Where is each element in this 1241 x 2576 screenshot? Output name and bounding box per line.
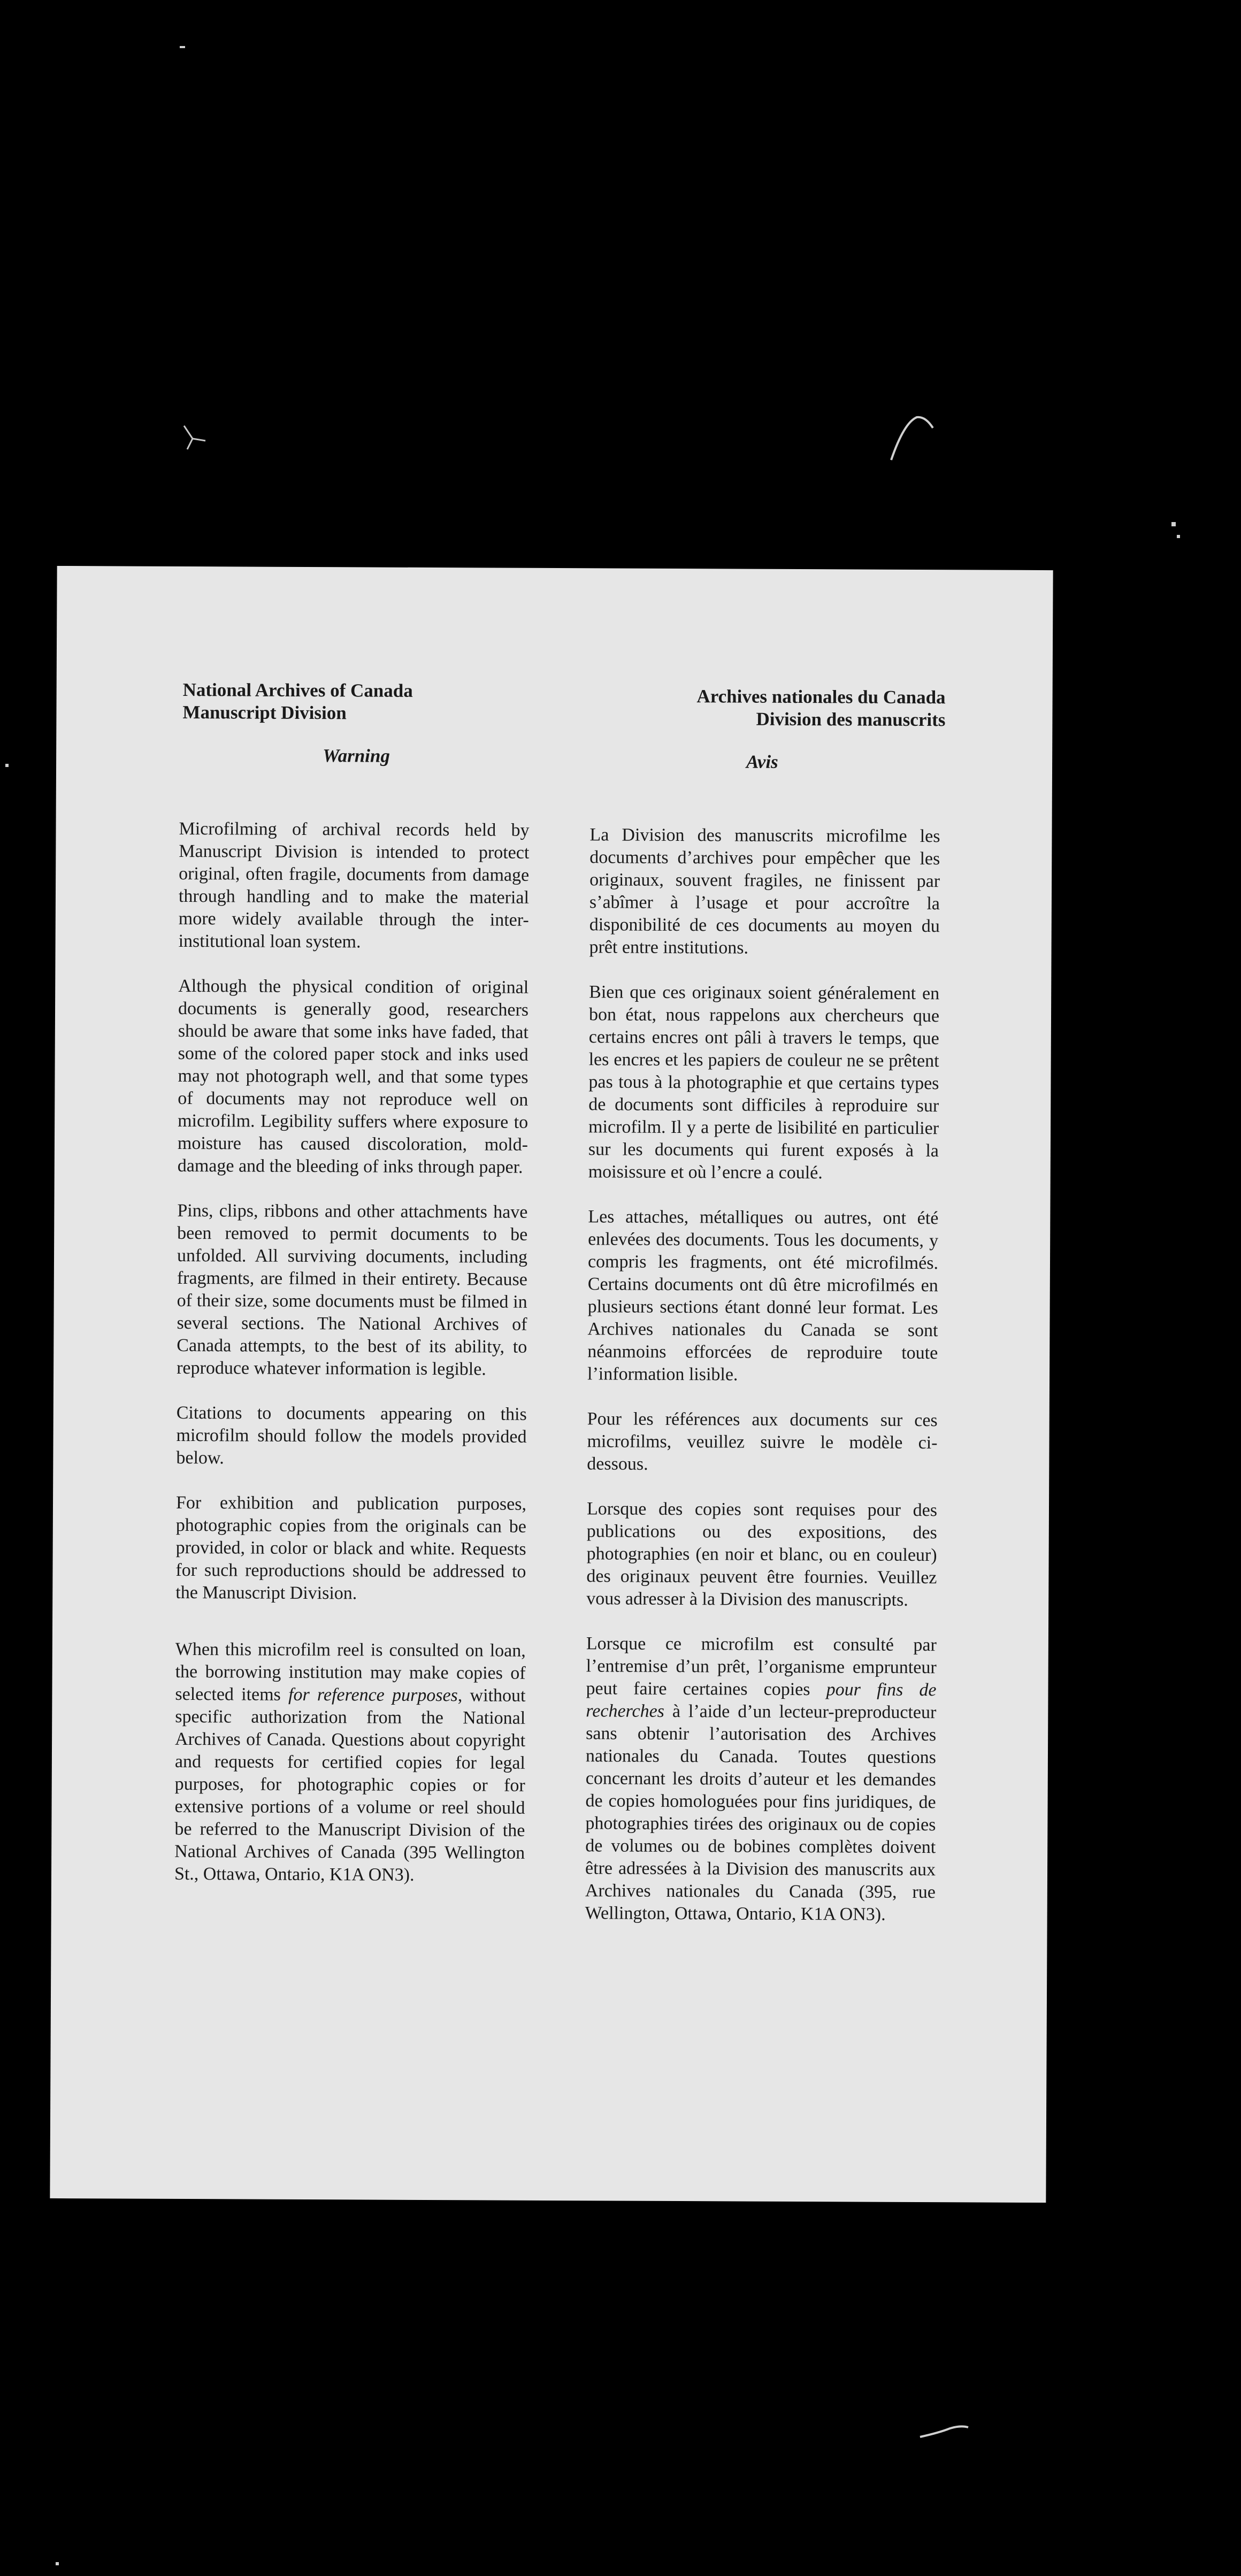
en-paragraph-6 — [174, 1638, 526, 1887]
en-paragraph-5: For exhibition and publication purposes, photographic copies from the originals can be provided, in color or black and white. Requests for such reproductions should be addressed to the Manuscript Division. — [175, 1492, 527, 1604]
fr-paragraph-6 — [585, 1632, 937, 1926]
left-header-line2: Manuscript Division — [182, 701, 347, 724]
en-paragraph-4: Citations to documents appearing on this microfilm should follow the models provided below. — [176, 1402, 527, 1468]
en-p6-text-b: , without specific authorization from the National Archives of Canada. Questions about copyright and requests for certified copies for legal purposes, for photographic copies or for extensive portions of a volume or reel should be referred to the Manuscript Division of the National Archives of Canada (395 Wellington St., Ottawa, Ontario, K1A ON3). — [174, 1685, 526, 1885]
scan-mark-left — [182, 423, 209, 455]
right-header — [696, 685, 946, 731]
scan-speck — [1177, 535, 1180, 538]
en-paragraph-2: Although the physical condition of original documents is generally good, researchers should be aware that some inks have faded, that some of the colored paper stock and inks used may not photograph well, and that some types of documents may not reproduce well on microfilm. Legibility suffers where exposure to moisture has caused discoloration, mold-damage and the bleeding of inks through paper. — [177, 976, 529, 1177]
fr-paragraph-1: La Division des manuscrits microfilme les documents d’archives pour empêcher que les originaux, souvent fragiles, ne finissent par s’abîmer à l’usage et pour accroître la disponibilité de ces documents au moyen du prêt entre institutions. — [589, 825, 940, 958]
scan-speck — [180, 46, 185, 48]
fr-p6-text-b: à l’aide d’un lecteur-preproducteur sans obtenir l’autorisation des Archives nationales du Canada. Toutes questions concernant les droits d’auteur et les demandes de copies homologuées pour fins juridiques, de photographies tirées des originaux ou de copies de volumes ou de bobines complètes doivent être adressées à la Division des manuscrits aux Archives nationales du Canada (395, rue Wellington, Ottawa, Ontario, K1A ON3). — [585, 1701, 937, 1925]
french-column — [585, 824, 940, 1949]
fr-paragraph-5: Lorsque des copies sont requises pour des publications ou des expositions, des photographies (en noir et blanc, ou en couleur) des originaux peuvent être fournies. Veuillez vous adresser à la Division des manuscripts. — [586, 1499, 938, 1610]
scan-speck — [1171, 522, 1176, 526]
fr-paragraph-3: Les attaches, métalliques ou autres, ont été enlevées des documents. Tous les documents, y compris les fragments, ont été microfilmés. Certains documents ont dû être microfilmés en plusieurs sections étant donné leur format. Les Archives nationales du Canada se sont néanmoins efforcées de reproduire toute l’information lisible. — [587, 1207, 939, 1385]
left-header-line1: National Archives of Canada — [182, 679, 413, 701]
right-title: Avis — [746, 751, 778, 772]
right-header-line1: Archives nationales du Canada — [696, 686, 946, 708]
english-column — [174, 818, 530, 1910]
scan-mark-bottom — [918, 2423, 971, 2444]
fr-p6-text-a: Lorsque ce microfilm est consulté par l’entremise d’un prêt, l’organisme emprunteur peut faire certaines copies — [586, 1634, 937, 1700]
right-header-line2: Division des manuscrits — [756, 708, 946, 731]
scan-speck — [56, 2562, 59, 2565]
en-p6-text-a: When this microfilm reel is consulted on loan, the borrowing institution may make copies of selected items — [175, 1639, 526, 1705]
fr-p6-italic: pour fins de recherches — [586, 1680, 937, 1721]
left-header — [182, 679, 412, 725]
document-page — [50, 566, 1053, 2203]
scan-speck — [5, 764, 9, 767]
en-paragraph-3: Pins, clips, ribbons and other attachments have been removed to permit documents to be unfolded. All surviving documents, including fragments, are filmed in their entirety. Because of their size, some documents must be filmed in several sections. The National Archives of Canada attempts, to the best of its ability, to reproduce whatever information is legible. — [177, 1200, 528, 1379]
left-title: Warning — [323, 745, 390, 766]
scan-mark-right — [888, 412, 936, 465]
fr-paragraph-2: Bien que ces originaux soient généralement en bon état, nous rappelons aux chercheurs que certains encres ont pâli à travers le temps, que les encres et les papiers de couleur ne se prêtent pas tous à la photographie et que certains types de documents sont difficiles à reproduire sur microfilm. Il y a perte de lisibilité en particulier sur les documents qui furent exposés à la moisissure et où l’encre a coulé. — [588, 982, 940, 1183]
fr-paragraph-4: Pour les références aux documents sur ces microfilms, veuillez suivre le modèle ci-dessous. — [587, 1409, 938, 1474]
en-p6-italic: for reference purposes — [288, 1684, 458, 1706]
en-paragraph-1: Microfilming of archival records held by Manuscript Division is intended to protect original, often fragile, documents from damage through handling and to make the material more widely available through the inter-institutional loan system. — [178, 818, 530, 952]
